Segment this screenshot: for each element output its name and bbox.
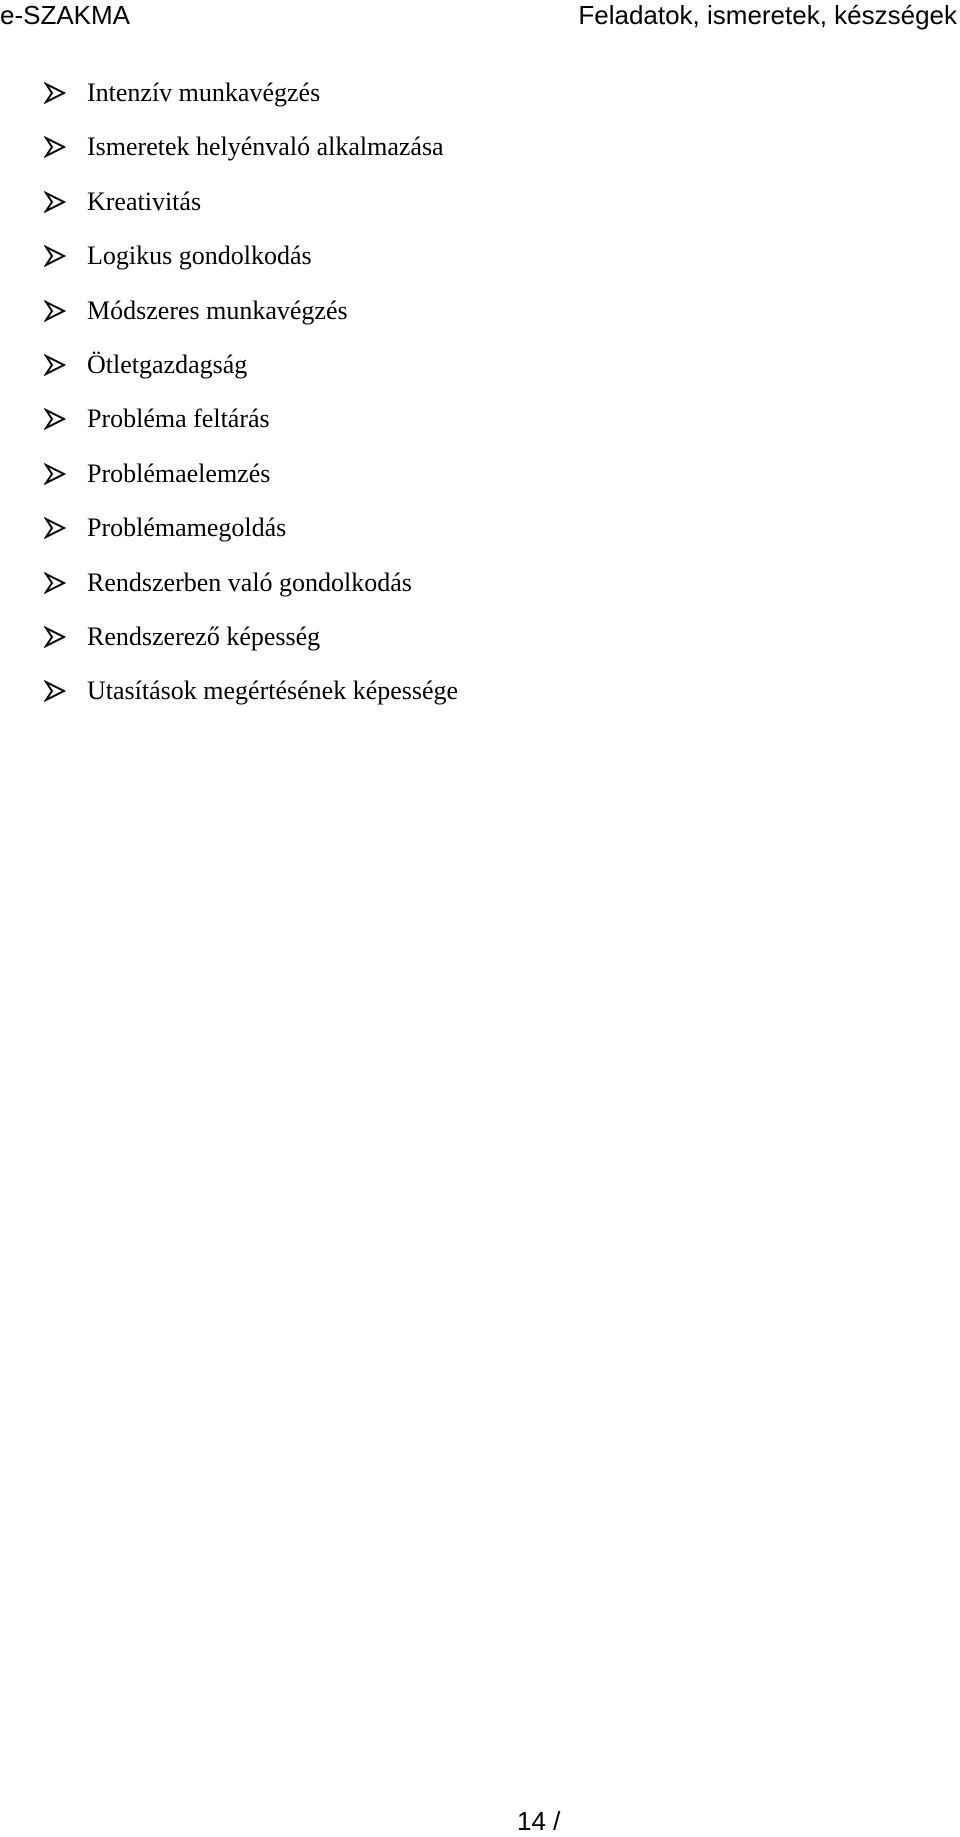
- arrowhead-bullet-icon: [44, 572, 66, 594]
- arrowhead-bullet-icon: [44, 245, 66, 267]
- list-item-text: Intenzív munkavégzés: [87, 78, 321, 107]
- header-brand: e-SZAKMA: [0, 0, 131, 30]
- arrowhead-bullet-icon: [44, 680, 66, 702]
- list-item-text: Probléma feltárás: [87, 404, 270, 434]
- arrowhead-bullet-icon: [44, 191, 66, 213]
- list-item-text: Problémaelemzés: [87, 458, 271, 488]
- arrowhead-bullet-icon: [44, 517, 66, 539]
- list-item-text: Rendszerező képesség: [87, 621, 321, 651]
- arrowhead-bullet-icon: [44, 463, 66, 485]
- page-number: 14 /: [517, 1806, 561, 1836]
- page-header: [0, 0, 960, 34]
- list-item-text: Logikus gondolkodás: [87, 241, 312, 271]
- arrowhead-bullet-icon: [44, 300, 66, 322]
- arrowhead-bullet-icon: [44, 408, 66, 430]
- arrowhead-bullet-icon: [44, 82, 66, 104]
- list-item-text: Rendszerben való gondolkodás: [87, 567, 412, 597]
- list-item-text: Utasítások megértésének képessége: [87, 676, 459, 706]
- arrowhead-bullet-icon: [44, 626, 66, 648]
- list-item-text: Problémamegoldás: [87, 513, 287, 543]
- list-item-text: Ötletgazdagság: [87, 349, 248, 379]
- list-item-text: Ismeretek helyénvaló alkalmazása: [87, 132, 444, 162]
- list-item-text: Kreativitás: [87, 186, 202, 216]
- arrowhead-bullet-icon: [44, 354, 66, 376]
- list-item-text: Módszeres munkavégzés: [87, 295, 348, 325]
- arrowhead-bullet-icon: [44, 136, 66, 158]
- header-section-title: Feladatok, ismeretek, készségek: [578, 0, 957, 30]
